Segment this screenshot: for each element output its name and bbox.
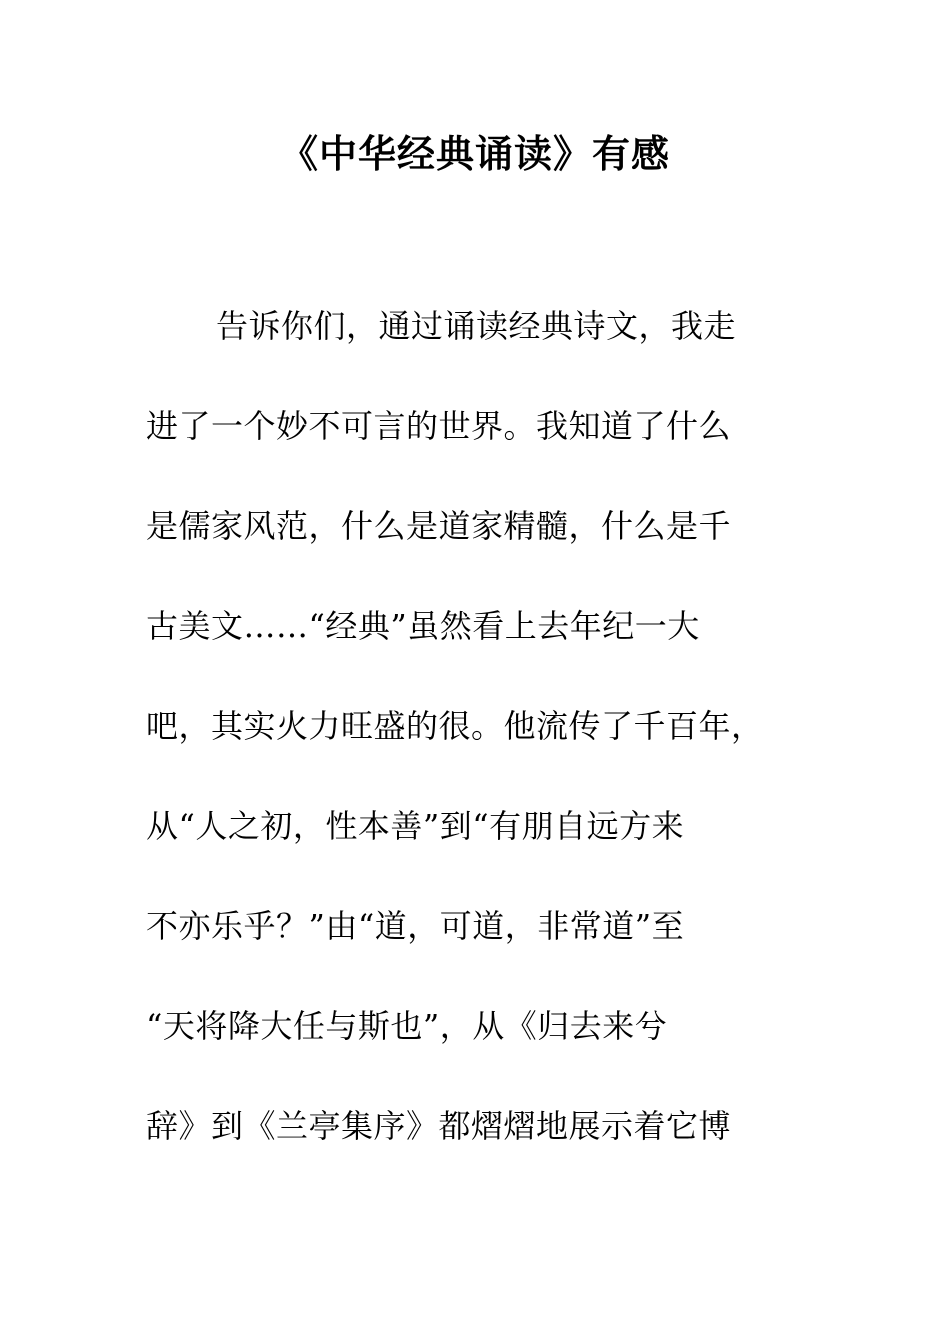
paragraph-line: 辞》到《兰亭集序》都熠熠地展示着它博 <box>146 1107 732 1145</box>
paragraph-line: 吧，其实火力旺盛的很。他流传了千百年， <box>146 707 764 745</box>
document-body <box>146 296 806 1196</box>
paragraph-line: 不亦乐乎？”由“道，可道，非常道”至 <box>146 907 685 945</box>
paragraph-line: “天将降大任与斯也”，从《归去来兮 <box>146 1007 668 1045</box>
paragraph-line: 是儒家风范，什么是道家精髓，什么是千 <box>146 507 732 545</box>
paragraph-line: 从“人之初，性本善”到“有朋自远方来 <box>146 807 685 845</box>
paragraph-line: 进了一个妙不可言的世界。我知道了什么 <box>146 407 732 445</box>
document-title: 《中华经典诵读》有感 <box>279 132 670 176</box>
paragraph-line: 古美文……“经典”虽然看上去年纪一大 <box>146 607 700 645</box>
paragraph-line: 告诉你们，通过诵读经典诗文，我走 <box>216 307 737 345</box>
